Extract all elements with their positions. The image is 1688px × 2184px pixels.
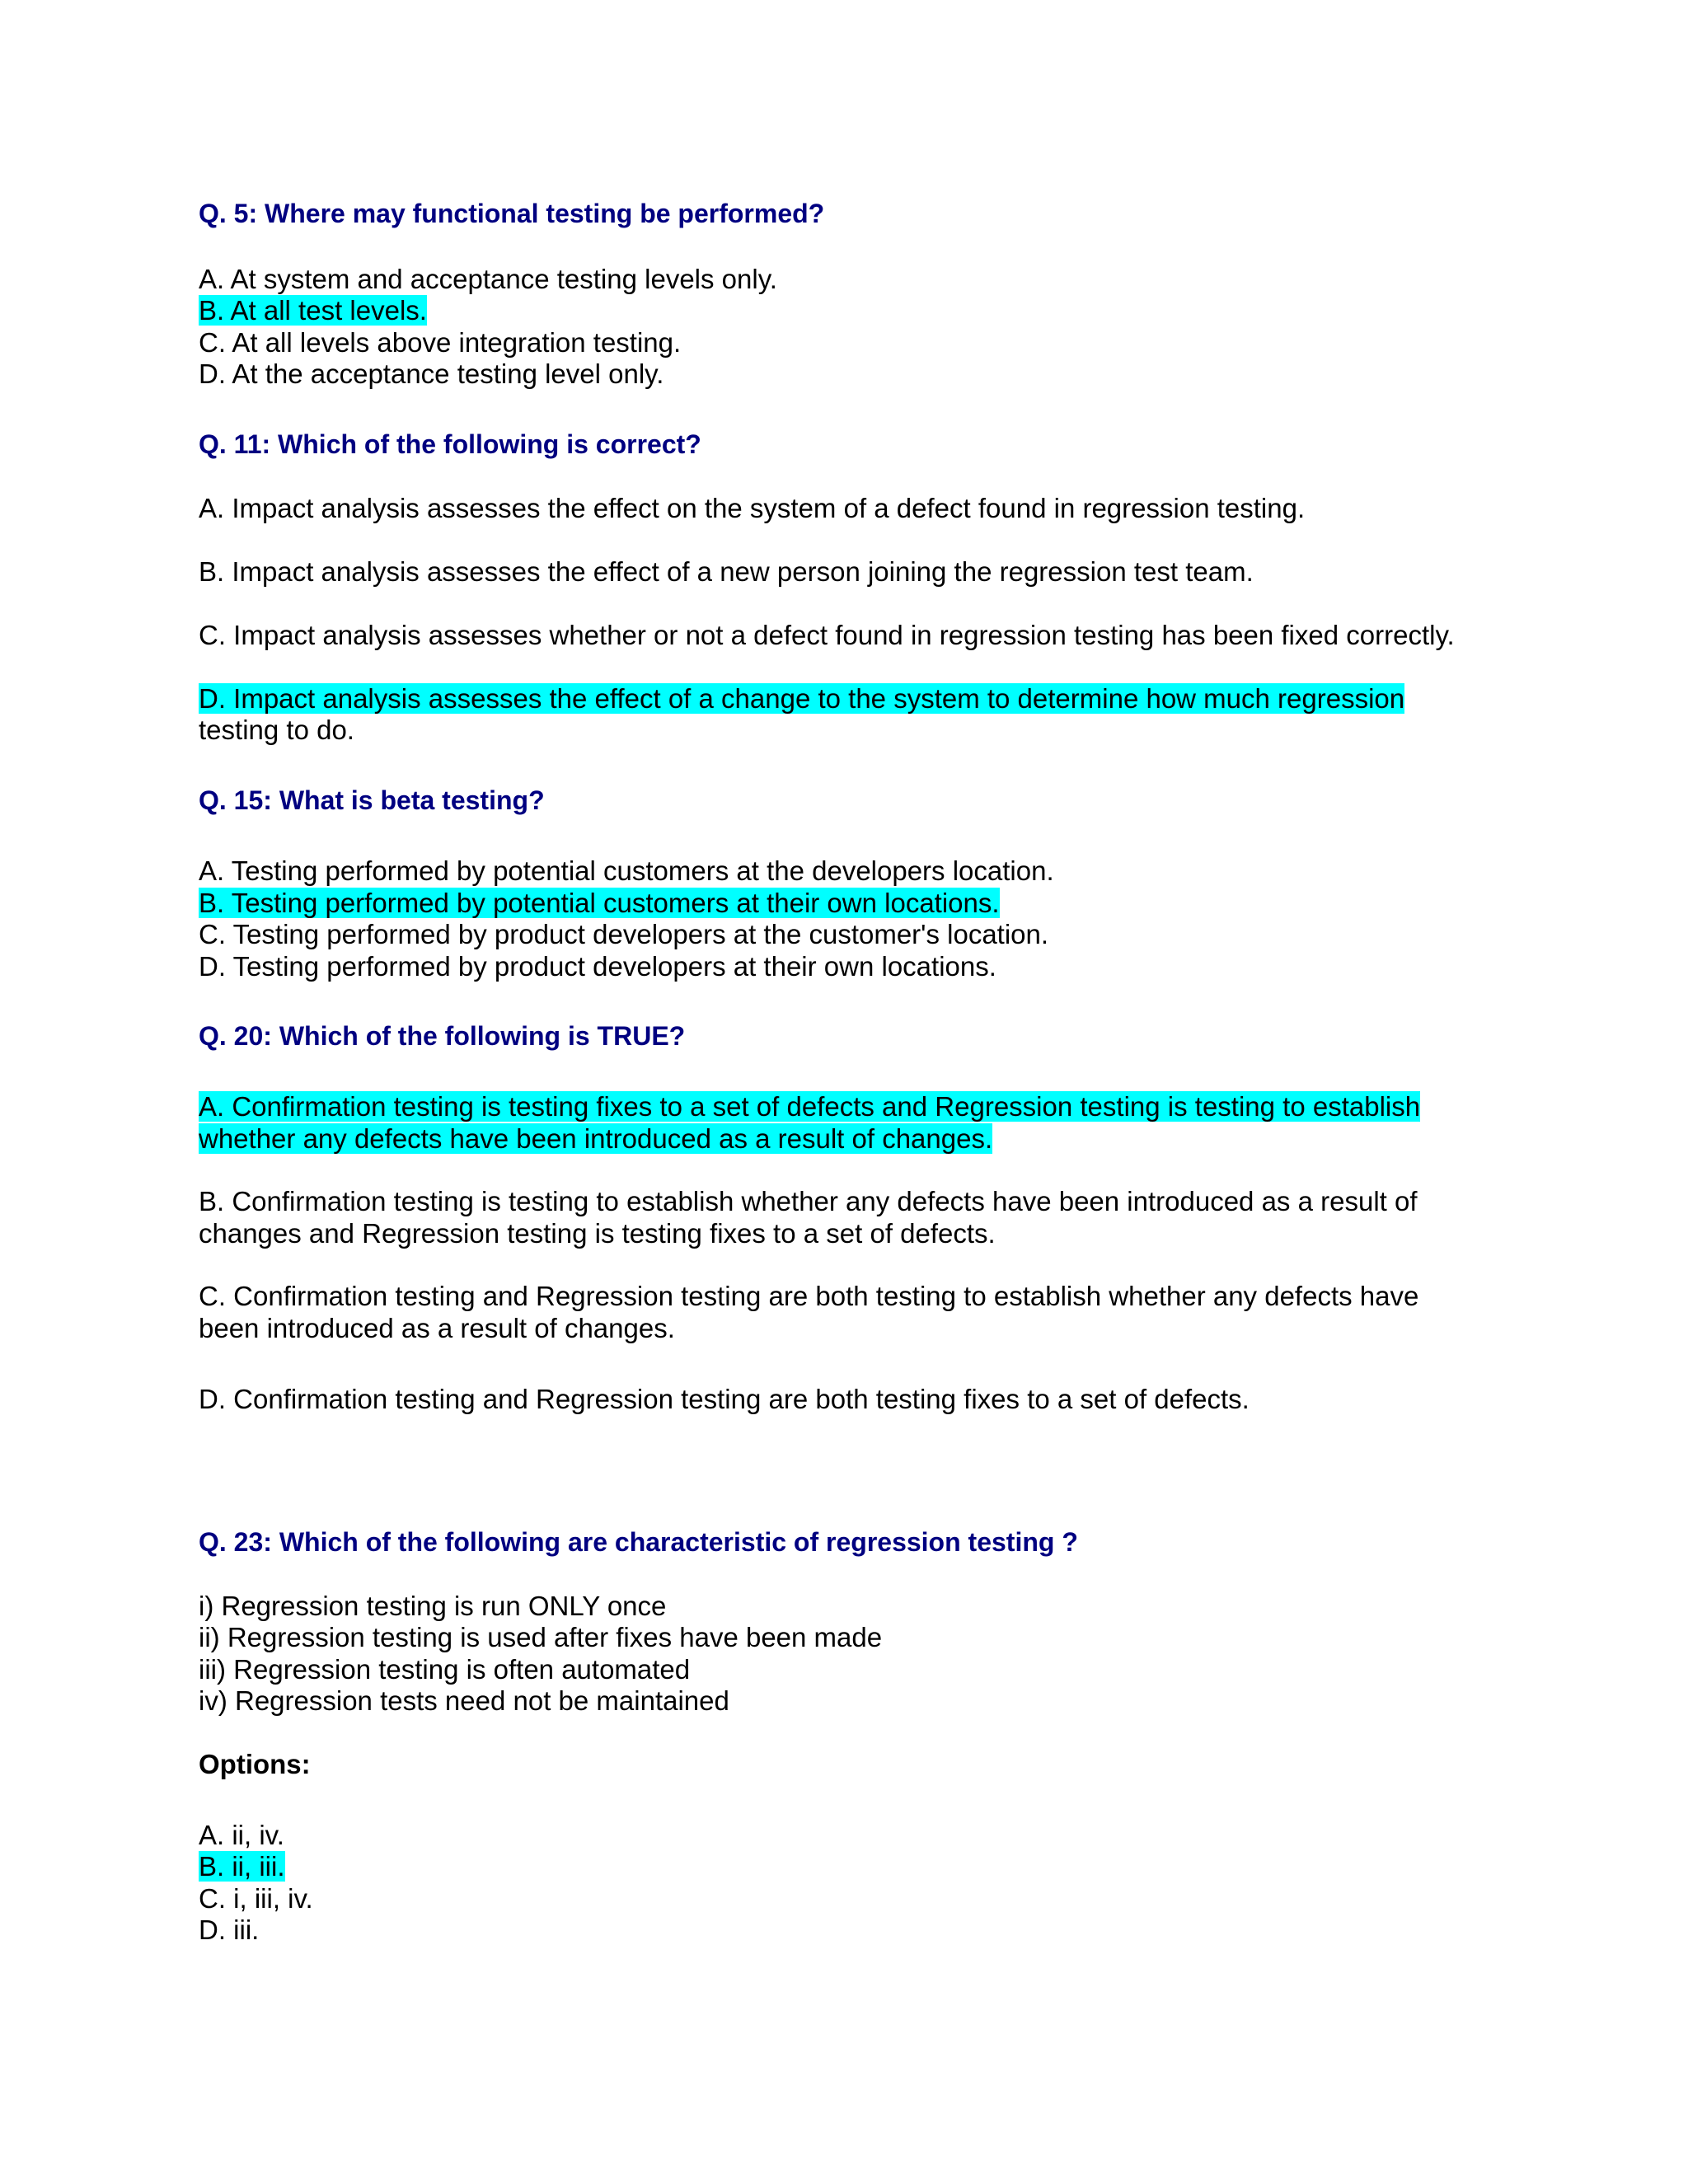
- q20-option-c-line2: been introduced as a result of changes.: [199, 1313, 675, 1343]
- q11-option-c: C. Impact analysis assesses whether or not a defect found in regression testing has been fixed correctly.: [199, 620, 1455, 650]
- question-5-heading: Q. 5: Where may functional testing be performed?: [199, 199, 825, 228]
- q20-option-d: D. Confirmation testing and Regression testing are both testing fixes to a set of defects.: [199, 1384, 1250, 1414]
- q23-statement: iv) Regression tests need not be maintained: [199, 1685, 729, 1716]
- q20-option-a-line1: [199, 1091, 1420, 1122]
- q23-option-b: [199, 1851, 285, 1882]
- q11-option-d-line2: testing to do.: [199, 715, 354, 745]
- q23-option-c: C. i, iii, iv.: [199, 1883, 313, 1914]
- q23-option-b-highlight: B. ii, iii.: [199, 1851, 285, 1882]
- q23-statement: i) Regression testing is run ONLY once: [199, 1591, 667, 1621]
- q11-option-d-highlight: D. Impact analysis assesses the effect of a change to the system to determine how much regression: [199, 683, 1405, 714]
- q23-statement: iii) Regression testing is often automated: [199, 1654, 691, 1685]
- q15-option-c: C. Testing performed by product developers at the customer's location.: [199, 919, 1049, 949]
- q5-option-b: [199, 295, 427, 326]
- q20-option-c-line1: C. Confirmation testing and Regression testing are both testing to establish whether any defects have: [199, 1281, 1419, 1311]
- question-20-heading: Q. 20: Which of the following is TRUE?: [199, 1021, 686, 1051]
- q5-option-d: D. At the acceptance testing level only.: [199, 359, 664, 389]
- q20-option-a-highlight-2: whether any defects have been introduced as a result of changes.: [199, 1123, 993, 1154]
- q23-option-a: A. ii, iv.: [199, 1820, 284, 1850]
- q23-statement: ii) Regression testing is used after fixes have been made: [199, 1622, 883, 1652]
- question-23-heading: Q. 23: Which of the following are characteristic of regression testing ?: [199, 1527, 1078, 1557]
- q23-options-label: Options:: [199, 1749, 311, 1779]
- question-15-heading: Q. 15: What is beta testing?: [199, 785, 545, 815]
- q15-option-a: A. Testing performed by potential customers at the developers location.: [199, 855, 1054, 886]
- question-11-heading: Q. 11: Which of the following is correct?: [199, 429, 701, 459]
- q5-option-a: A. At system and acceptance testing levels only.: [199, 264, 777, 294]
- q23-option-d: D. iii.: [199, 1915, 260, 1945]
- q15-option-b: [199, 888, 1000, 919]
- q20-option-a-line2: [199, 1123, 992, 1155]
- q11-option-d-line1: [199, 683, 1404, 715]
- q20-option-b-line1: B. Confirmation testing is testing to establish whether any defects have been introduced as a result of: [199, 1186, 1418, 1216]
- q15-option-b-highlight: B. Testing performed by potential customers at their own locations.: [199, 888, 1000, 918]
- q11-option-a: A. Impact analysis assesses the effect on the system of a defect found in regression testing.: [199, 493, 1306, 523]
- q5-option-c: C. At all levels above integration testing.: [199, 327, 682, 358]
- q5-option-b-highlight: B. At all test levels.: [199, 295, 427, 326]
- q15-option-d: D. Testing performed by product developers at their own locations.: [199, 951, 996, 982]
- q11-option-b: B. Impact analysis assesses the effect of a new person joining the regression test team.: [199, 556, 1254, 587]
- q20-option-b-line2: changes and Regression testing is testing fixes to a set of defects.: [199, 1218, 996, 1249]
- q20-option-a-highlight-1: A. Confirmation testing is testing fixes to a set of defects and Regression testing is testing to establish: [199, 1091, 1421, 1122]
